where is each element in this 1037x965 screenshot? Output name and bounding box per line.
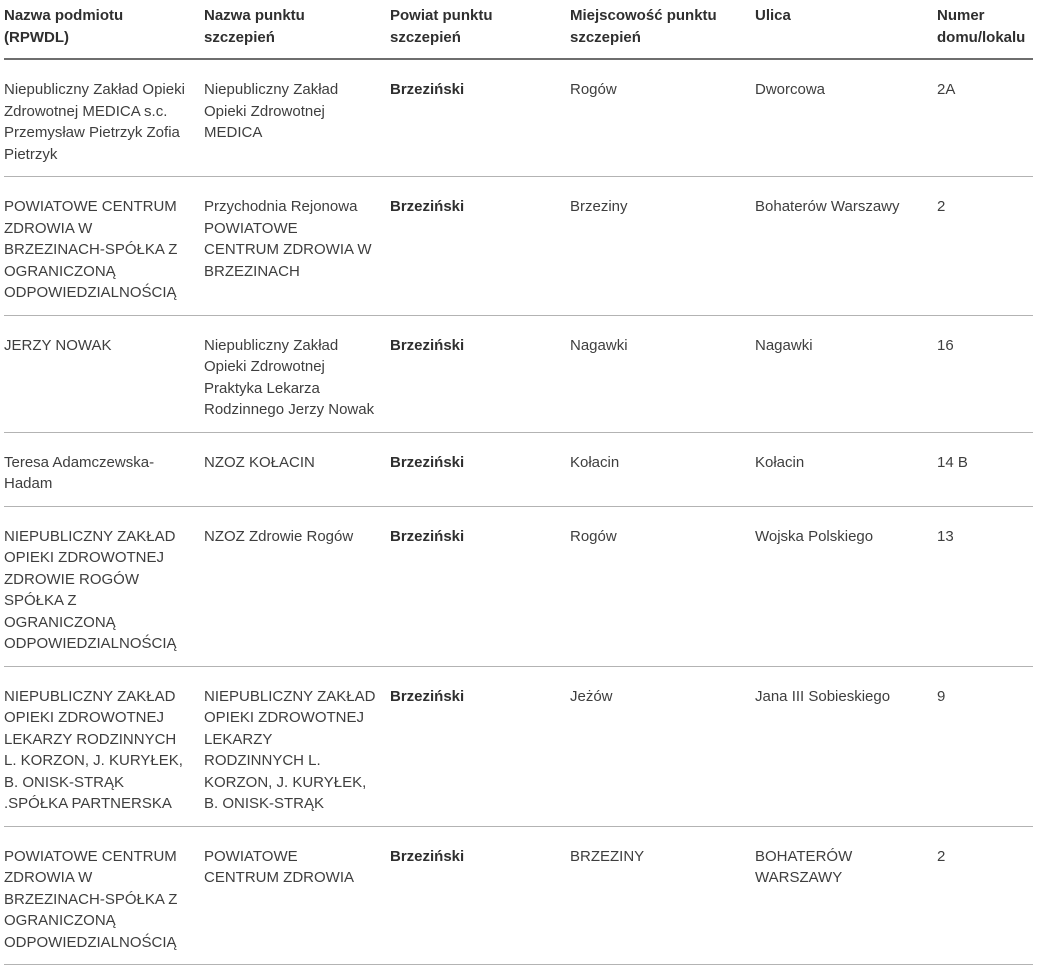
cell-podmiot: Niepubliczny Zakład Opieki Zdrowotnej MEDICA s.c. Przemysław Pietrzyk Zofia Pietrzyk — [4, 59, 204, 177]
cell-ulica: Jana III Sobieskiego — [755, 666, 937, 826]
table-row — [4, 177, 1033, 316]
cell-numer: 2A — [937, 59, 1033, 177]
cell-punkt: NZOZ Zdrowie Rogów — [204, 506, 390, 666]
cell-punkt: Przychodnia Rejonowa POWIATOWE CENTRUM ZDROWIA W BRZEZINACH — [204, 177, 390, 316]
cell-punkt: NIEPUBLICZNY ZAKŁAD OPIEKI ZDROWOTNEJ LEKARZY RODZINNYCH L. KORZON, J. KURYŁEK, B. ONISK-STRĄK — [204, 666, 390, 826]
cell-numer: 16 — [937, 315, 1033, 432]
table-row — [4, 432, 1033, 506]
cell-ulica: Nagawki — [755, 315, 937, 432]
cell-ulica: BOHATERÓW WARSZAWY — [755, 826, 937, 965]
cell-ulica: Dworcowa — [755, 59, 937, 177]
table-row — [4, 315, 1033, 432]
cell-podmiot: POWIATOWE CENTRUM ZDROWIA W BRZEZINACH-SPÓŁKA Z OGRANICZONĄ ODPOWIEDZIALNOŚCIĄ — [4, 177, 204, 316]
cell-miejscowosc: Rogów — [570, 59, 755, 177]
cell-powiat: Brzeziński — [390, 177, 570, 316]
cell-ulica: Wojska Polskiego — [755, 506, 937, 666]
table-header-row — [4, 0, 1033, 59]
cell-powiat: Brzeziński — [390, 666, 570, 826]
table-row — [4, 59, 1033, 177]
table-row — [4, 826, 1033, 965]
cell-powiat: Brzeziński — [390, 315, 570, 432]
cell-punkt: POWIATOWE CENTRUM ZDROWIA — [204, 826, 390, 965]
vaccination-points-table — [4, 0, 1033, 965]
cell-powiat: Brzeziński — [390, 826, 570, 965]
cell-numer: 2 — [937, 177, 1033, 316]
column-header-numer: Numer domu/lokalu — [937, 0, 1033, 59]
cell-ulica: Bohaterów Warszawy — [755, 177, 937, 316]
column-header-powiat: Powiat punktu szczepień — [390, 0, 570, 59]
cell-powiat: Brzeziński — [390, 432, 570, 506]
cell-podmiot: Teresa Adamczewska-Hadam — [4, 432, 204, 506]
table-row — [4, 506, 1033, 666]
cell-numer: 14 B — [937, 432, 1033, 506]
cell-powiat: Brzeziński — [390, 506, 570, 666]
table-header — [4, 0, 1033, 59]
cell-podmiot: NIEPUBLICZNY ZAKŁAD OPIEKI ZDROWOTNEJ LEKARZY RODZINNYCH L. KORZON, J. KURYŁEK, B. ONISK-STRĄK .SPÓŁKA PARTNERSKA — [4, 666, 204, 826]
column-header-nazwa-punktu: Nazwa punktu szczepień — [204, 0, 390, 59]
cell-podmiot: NIEPUBLICZNY ZAKŁAD OPIEKI ZDROWOTNEJ ZDROWIE ROGÓW SPÓŁKA Z OGRANICZONĄ ODPOWIEDZIALNOŚCIĄ — [4, 506, 204, 666]
cell-powiat: Brzeziński — [390, 59, 570, 177]
cell-numer: 2 — [937, 826, 1033, 965]
cell-punkt: NZOZ KOŁACIN — [204, 432, 390, 506]
column-header-ulica: Ulica — [755, 0, 937, 59]
cell-miejscowosc: Rogów — [570, 506, 755, 666]
column-header-nazwa-podmiotu: Nazwa podmiotu (RPWDL) — [4, 0, 204, 59]
cell-miejscowosc: Kołacin — [570, 432, 755, 506]
cell-podmiot: POWIATOWE CENTRUM ZDROWIA W BRZEZINACH-SPÓŁKA Z OGRANICZONĄ ODPOWIEDZIALNOŚCIĄ — [4, 826, 204, 965]
cell-miejscowosc: Nagawki — [570, 315, 755, 432]
table-row — [4, 666, 1033, 826]
cell-miejscowosc: BRZEZINY — [570, 826, 755, 965]
cell-numer: 9 — [937, 666, 1033, 826]
cell-punkt: Niepubliczny Zakład Opieki Zdrowotnej MEDICA — [204, 59, 390, 177]
table-body — [4, 59, 1033, 965]
cell-miejscowosc: Brzeziny — [570, 177, 755, 316]
cell-punkt: Niepubliczny Zakład Opieki Zdrowotnej Praktyka Lekarza Rodzinnego Jerzy Nowak — [204, 315, 390, 432]
cell-numer: 13 — [937, 506, 1033, 666]
cell-miejscowosc: Jeżów — [570, 666, 755, 826]
column-header-miejscowosc: Miejscowość punktu szczepień — [570, 0, 755, 59]
cell-ulica: Kołacin — [755, 432, 937, 506]
cell-podmiot: JERZY NOWAK — [4, 315, 204, 432]
